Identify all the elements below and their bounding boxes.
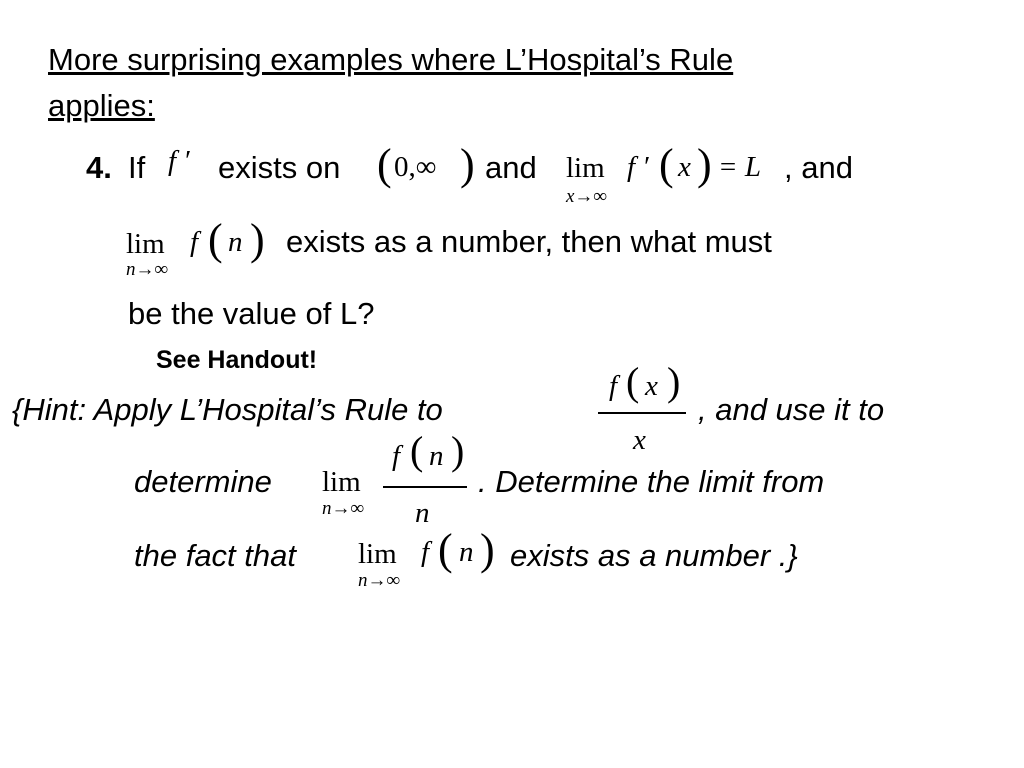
problem-number: 4. [86,150,112,185]
open-paren: ( [377,140,392,189]
slide-title-line-2: applies: [48,88,155,123]
fraction-numerator-n: n [429,440,444,472]
n-variable: n [459,536,474,568]
close-paren: ) [480,525,495,574]
open-paren: ( [626,359,640,404]
if-word: If [128,150,146,185]
fraction-bar [598,412,686,414]
hint-line-2-rest: . Determine the limit from [478,464,825,499]
close-paren: ) [460,140,475,189]
and-word: and [485,150,537,185]
problem-line-2-text: exists as a number, then what must [286,224,772,259]
equals-L: = L [718,151,761,183]
fraction-bar [383,486,467,488]
interval-value: 0,∞ [394,151,437,183]
close-paren: ) [697,140,712,189]
determine-word: determine [134,464,272,499]
lim-word: lim [566,152,605,184]
lim-word: lim [126,228,165,260]
lim-word: lim [322,466,361,498]
n-to-inf-subscript: n→∞ [358,570,401,591]
n-variable: n [228,226,243,258]
see-handout-text: See Handout! [156,346,318,374]
lim-word: lim [358,538,397,570]
fraction-numerator-x: x [645,370,658,402]
open-paren: ( [659,140,674,189]
problem-line-3-text: be the value of L? [128,296,375,331]
open-paren: ( [410,428,424,473]
hint-line-3-end: exists as a number .} [510,538,798,573]
f-prime-in-limit: f ′ [627,151,649,183]
hint-intro-text: {Hint: Apply L’Hospital’s Rule to [12,392,443,427]
slide-title-line-1: More surprising examples where L’Hospital’s Rule [48,42,734,77]
fraction-numerator-f: f [609,370,618,402]
f-symbol: f [421,536,430,568]
hint-line-3-start: the fact that [134,538,296,573]
close-paren: ) [451,428,465,473]
hint-line-1-end: , and use it to [698,392,885,427]
open-paren: ( [438,525,453,574]
open-paren: ( [208,215,223,264]
f-symbol: f [190,226,199,258]
n-to-inf-subscript: n→∞ [126,259,169,280]
x-to-inf-subscript: x→∞ [566,186,607,207]
close-paren: ) [667,359,681,404]
f-prime-symbol: f ′ [168,145,190,177]
fraction-numerator-f: f [392,440,401,472]
n-to-inf-subscript: n→∞ [322,498,365,519]
comma-and-text: , and [784,150,853,185]
fraction-denominator-x: x [633,424,646,456]
x-variable: x [678,151,691,183]
fraction-denominator-n: n [415,497,430,529]
exists-on-text: exists on [218,150,341,185]
close-paren: ) [250,215,265,264]
